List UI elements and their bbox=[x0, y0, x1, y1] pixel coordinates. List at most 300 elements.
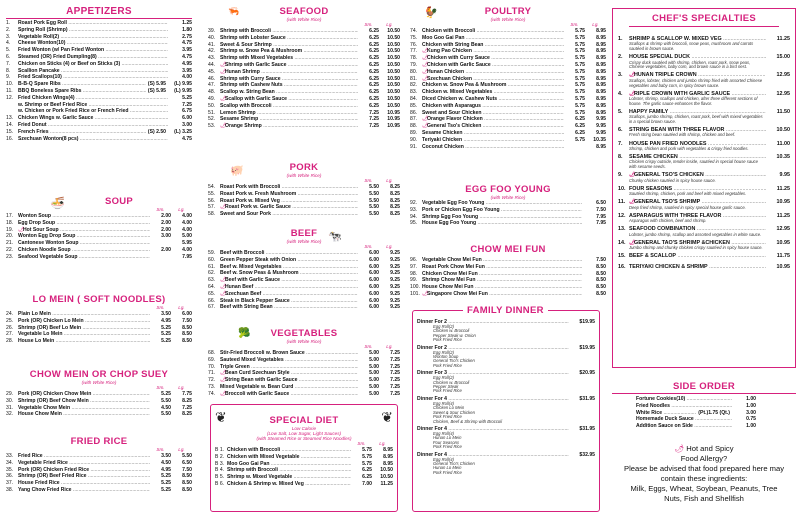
item-number: 74. bbox=[208, 390, 216, 397]
item-name: Fried Scallops(10) ..... bbox=[18, 74, 168, 81]
item-name: Fried Noodles ..... bbox=[636, 403, 732, 410]
item-number: B 6. bbox=[215, 480, 225, 487]
item-number: 62. bbox=[208, 270, 216, 277]
item-price-large: 11.25 bbox=[380, 480, 393, 487]
item-price-small: 4.95 bbox=[161, 466, 171, 473]
seafood-section bbox=[208, 6, 400, 130]
menu-item bbox=[410, 76, 606, 83]
pepper-icon: 🌶 bbox=[422, 55, 429, 62]
item-price-large: 10.50 bbox=[387, 102, 400, 109]
item-name: GENERAL TSO'S SHRIMP ..... bbox=[634, 199, 766, 205]
item-price-small: 6.25 bbox=[369, 75, 379, 82]
item-name: Addition Sauce on Side ..... bbox=[636, 423, 732, 430]
item-price-small: 6.25 bbox=[369, 48, 379, 55]
item-number: 79. bbox=[410, 61, 418, 68]
item-price-large: 8.95 bbox=[596, 28, 606, 34]
chefs-title: CHEF'S SPECIALTIES bbox=[651, 13, 757, 24]
poultry-title: POULTRY bbox=[484, 6, 532, 17]
item-number: 29. bbox=[6, 391, 14, 397]
menu-item bbox=[636, 410, 756, 417]
menu-item bbox=[208, 377, 400, 384]
menu-item bbox=[6, 136, 192, 143]
item-price-small: 7.25 bbox=[369, 116, 379, 123]
item-name: Green Pepper Steak with Onion ..... bbox=[220, 257, 358, 264]
lomein-list bbox=[6, 311, 192, 345]
item-price: 9.95 bbox=[779, 172, 790, 179]
item-name: Shrimp with Mixed Vegetables ..... bbox=[220, 55, 358, 62]
menu-item bbox=[410, 137, 606, 144]
item-price-large: 8.25 bbox=[390, 190, 400, 197]
item-price-large: 10.50 bbox=[387, 48, 400, 55]
item-price-large: 6.00 bbox=[182, 311, 192, 317]
item-number: 9. bbox=[6, 74, 11, 81]
item-name: SESAME CHICKEN ..... bbox=[629, 154, 766, 160]
item-price: 5.25 bbox=[182, 94, 192, 101]
pepper-icon: 🌶 bbox=[422, 290, 429, 297]
item-price-large: 7.50 bbox=[182, 466, 192, 473]
item-number: 90. bbox=[410, 136, 418, 143]
item-price-small: 6.00 bbox=[369, 277, 379, 284]
pork-title: PORK bbox=[289, 162, 319, 173]
item-price-small: 6.25 bbox=[369, 28, 379, 34]
item-price-large: 10.95 bbox=[387, 123, 400, 130]
item-description: Shrimp, chicken and pork with vegetables & crispy fried noodles. bbox=[629, 145, 749, 151]
item-price-small: 4.50 bbox=[161, 404, 171, 411]
item-name: Coconut Chicken ..... bbox=[422, 144, 564, 151]
menu-item bbox=[215, 454, 393, 461]
item-price-large: 8.95 bbox=[596, 82, 606, 89]
menu-item bbox=[410, 271, 606, 278]
item-name: Chicken with Mixed Vegetable ..... bbox=[227, 454, 351, 461]
size-header: Sm. Lg. bbox=[364, 178, 393, 183]
item-price-large: 10.95 bbox=[387, 109, 400, 116]
item-price-small: 6.00 bbox=[369, 263, 379, 270]
item-price-large: 8.25 bbox=[182, 397, 192, 404]
item-price-large: 10.50 bbox=[387, 75, 400, 82]
item-price-small: 5.25 bbox=[161, 391, 171, 397]
chowmeifun-list bbox=[410, 257, 606, 298]
menu-item bbox=[410, 89, 606, 96]
item-price-large: 8.95 bbox=[596, 41, 606, 48]
item-price: 3.00 bbox=[746, 409, 756, 416]
soup-bowl-icon: 🍜 bbox=[50, 196, 65, 210]
item-number: 26. bbox=[6, 324, 14, 331]
item-price-large: 7.25 bbox=[390, 356, 400, 363]
item-price: 4.00 bbox=[182, 74, 192, 81]
item-price-small: 5.75 bbox=[575, 34, 585, 41]
allergy-notice bbox=[612, 444, 796, 504]
item-price-small: 3.00 bbox=[161, 233, 171, 240]
item-number: 19. bbox=[6, 226, 14, 233]
item-price-small: 5.25 bbox=[161, 331, 171, 338]
menu-item bbox=[208, 89, 400, 96]
item-description: Chunky chicken sautéed in spicy house sauce. bbox=[629, 177, 716, 183]
item-price: 6.00 bbox=[182, 115, 192, 122]
menu-item bbox=[410, 130, 606, 137]
menu-item bbox=[208, 35, 400, 42]
item-description: Scallops & shrimp with broccoli, snow peas, mushroom and carrots sautéed in brown sauce. bbox=[629, 41, 754, 52]
item-name: GENERAL TSO'S CHICKEN ..... bbox=[634, 172, 766, 178]
item-name: Szechuan Beef ..... bbox=[225, 291, 358, 298]
dinner-price: $19.95 bbox=[579, 344, 595, 351]
item-description: Scallops, lobster, chicken and jumbo shrimp fried with assorted Chinese vegetables and baby corn, in spicy brown sauce. bbox=[629, 77, 763, 88]
menu-item bbox=[6, 88, 192, 95]
item-name: Scallion Pancake ..... bbox=[18, 68, 168, 75]
item-price-large: 9.25 bbox=[390, 297, 400, 304]
item-price-small: 6.25 bbox=[369, 89, 379, 96]
item-price: 11.00 bbox=[776, 140, 790, 147]
size-header: Sm. Lg. bbox=[156, 447, 185, 452]
item-name: Chicken with Broccoli ..... bbox=[422, 28, 564, 35]
item-price: (L) 9.95 bbox=[174, 87, 192, 94]
appetizers-title: APPETIZERS bbox=[66, 6, 132, 17]
item-name: Roast Pork with Broccoli ..... bbox=[220, 184, 358, 191]
vegetables-title: VEGETABLES bbox=[270, 328, 338, 339]
item-price-small: 5.75 bbox=[575, 102, 585, 109]
menu-item bbox=[410, 264, 606, 271]
item-price: 10.50 bbox=[776, 127, 790, 134]
item-number: 6. bbox=[618, 127, 623, 134]
item-number: 76. bbox=[410, 41, 418, 48]
item-number: 8. bbox=[618, 154, 623, 161]
item-name: Teriyaki Chicken ..... bbox=[422, 137, 564, 144]
menu-item bbox=[6, 247, 192, 254]
size-header: Sm. Lg. bbox=[156, 207, 185, 212]
item-number: 41. bbox=[208, 41, 216, 48]
item-name: TERIYAKI CHICKEN & SHRIMP ..... bbox=[629, 264, 766, 270]
item-price-large: 7.25 bbox=[390, 377, 400, 384]
item-number: 6. bbox=[6, 53, 11, 60]
item-name: STRING BEAN WITH THREE FLAVOR ..... bbox=[629, 127, 766, 133]
dinner-description: Pork Fried Rice bbox=[433, 444, 462, 450]
beef-list bbox=[208, 250, 400, 311]
item-description: Jumbo shrimp and chunky chicken crispy sautéed in spicy house sauce. bbox=[629, 245, 763, 251]
menu-item bbox=[208, 198, 400, 205]
item-number: 74. bbox=[410, 28, 418, 34]
item-number: 7. bbox=[6, 60, 11, 67]
size-header: Sm. Lg. bbox=[570, 22, 599, 27]
item-number: 58. bbox=[208, 211, 216, 218]
item-number: 91. bbox=[410, 143, 418, 150]
item-number: B 4. bbox=[215, 467, 225, 474]
item-name: Steamed (OR) Fried Dumpling(8) ..... bbox=[18, 54, 168, 61]
item-description: Lobster, jumbo shrimp, scallop and assorted vegetables in white sauce. bbox=[629, 231, 762, 237]
item-number: 17. bbox=[6, 213, 14, 219]
item-price-small: 5.00 bbox=[369, 390, 379, 397]
menu-item bbox=[6, 480, 192, 487]
dinner-price: $32.95 bbox=[579, 451, 595, 458]
item-number: 27. bbox=[6, 331, 14, 338]
vegetables-subtitle: (with White Rice) bbox=[286, 339, 322, 344]
item-name: Sesame Chicken ..... bbox=[422, 130, 564, 137]
menu-item bbox=[6, 411, 192, 418]
item-number: 96. bbox=[410, 257, 418, 263]
item-number: 18. bbox=[6, 219, 14, 226]
item-price-large: 8.95 bbox=[383, 447, 393, 453]
item-price: 7.50 bbox=[596, 257, 606, 263]
item-price-small: 5.75 bbox=[575, 95, 585, 102]
item-number: 23. bbox=[6, 253, 14, 260]
menu-item bbox=[6, 473, 192, 480]
menu-item bbox=[410, 291, 606, 298]
item-price-small: 7.25 bbox=[369, 109, 379, 116]
item-number: B 2. bbox=[215, 453, 225, 460]
item-price-large: 8.25 bbox=[390, 204, 400, 211]
dinner-name: Dinner For 4 ..... bbox=[417, 426, 569, 432]
menu-item bbox=[410, 110, 606, 117]
item-price-small: 5.25 bbox=[161, 473, 171, 480]
item-number: 32. bbox=[6, 411, 14, 418]
item-name: HOUSE PAN FRIED NOODLES ..... bbox=[629, 141, 766, 147]
item-name: Pork (OR) Chicken Chow Mein ..... bbox=[18, 391, 150, 398]
dinner-price: $31.95 bbox=[579, 425, 595, 432]
item-price-small: 5.50 bbox=[369, 204, 379, 211]
item-name: HOUSE SPECIAL DUCK ..... bbox=[629, 54, 766, 60]
item-number: 71. bbox=[208, 370, 216, 377]
dinner-price: $19.95 bbox=[579, 319, 595, 325]
item-number: 8. bbox=[6, 67, 11, 74]
item-name: Chicken with Broccoli ..... bbox=[227, 447, 351, 454]
column-3 bbox=[410, 0, 606, 517]
item-name: Homemade Duck Sauce ..... bbox=[636, 416, 732, 423]
beef-subtitle: (with White Rice) bbox=[286, 239, 322, 244]
item-price-large: 4.00 bbox=[182, 213, 192, 219]
pig-icon: 🐖 bbox=[230, 165, 244, 177]
item-price-large: 9.95 bbox=[596, 123, 606, 130]
cow-icon: 🐄 bbox=[328, 231, 342, 243]
item-price: 1.80 bbox=[182, 26, 192, 33]
item-name: Hot Sour Soup ..... bbox=[23, 227, 150, 234]
eggfoo-subtitle: (with White Rice) bbox=[490, 195, 526, 200]
item-price-small: 6.25 bbox=[575, 129, 585, 136]
item-number: 83. bbox=[410, 89, 418, 96]
item-name: Cantonese Wonton Soup ..... bbox=[18, 240, 150, 247]
item-price: 11.75 bbox=[776, 253, 790, 260]
item-number: 59. bbox=[208, 250, 216, 256]
item-name: Fried Rice ..... bbox=[18, 453, 150, 460]
item-name: Vegetable Lo Mein ..... bbox=[18, 331, 150, 338]
chefs-specialties-box bbox=[612, 8, 796, 368]
item-number: 10. bbox=[618, 185, 626, 192]
item-number: 92. bbox=[410, 200, 418, 206]
menu-item bbox=[6, 467, 192, 474]
item-number: 33. bbox=[6, 453, 14, 459]
item-price-small: 6.25 bbox=[575, 116, 585, 123]
menu-item bbox=[208, 364, 400, 371]
item-name: Vegetable Egg Foo Young ..... bbox=[422, 200, 582, 207]
menu-item bbox=[208, 270, 400, 277]
item-number: 16. bbox=[6, 135, 14, 142]
item-number: 84. bbox=[410, 95, 418, 102]
menu-item bbox=[6, 398, 192, 405]
chowmein-subtitle: (with White Rice) bbox=[81, 380, 117, 385]
menu-item bbox=[6, 81, 192, 88]
item-name: Shrimp with Lobster Sauce ..... bbox=[220, 35, 358, 42]
item-name: Vegetable Chow Mein ..... bbox=[18, 405, 150, 412]
item-price-large: 9.25 bbox=[390, 290, 400, 297]
item-price-large: 9.25 bbox=[390, 270, 400, 277]
item-name: Beef with Garlic Sauce ..... bbox=[225, 277, 358, 284]
item-number: 70. bbox=[208, 363, 216, 370]
item-price: 1.25 bbox=[182, 20, 192, 26]
wings-left-icon: ❦ bbox=[215, 409, 227, 425]
menu-item bbox=[6, 233, 192, 240]
pepper-icon: 🌶 bbox=[220, 277, 227, 284]
menu-item bbox=[208, 370, 400, 377]
item-number: 36. bbox=[6, 473, 14, 480]
item-name: Seafood Vegetable Soup ..... bbox=[18, 254, 150, 261]
item-name: Cheese Wonton(10) ..... bbox=[18, 40, 168, 47]
allergy-line-3: Milk, Eggs, Wheat, Soybean, Peanuts, Tree bbox=[630, 484, 778, 493]
item-number: 39. bbox=[208, 28, 216, 34]
item-price-large: 8.95 bbox=[596, 95, 606, 102]
item-number: 14. bbox=[6, 121, 14, 128]
item-price-small: 3.50 bbox=[161, 311, 171, 317]
menu-item bbox=[6, 54, 192, 61]
item-number: 11. bbox=[618, 199, 626, 206]
item-price-small: 5.25 bbox=[161, 338, 171, 345]
item-name: Chicken on Sticks (4) or Beef on Sticks (3) ..... bbox=[18, 61, 168, 68]
item-name: SHRIMP & SCALLOP W. MIXED VEG ..... bbox=[629, 36, 766, 42]
seafood-list bbox=[208, 28, 400, 130]
item-price-large: 7.25 bbox=[390, 390, 400, 397]
item-name: Chicken with Curry Sauce ..... bbox=[427, 55, 564, 62]
item-price-large: 8.95 bbox=[596, 143, 606, 150]
item-price-small: 6.25 bbox=[369, 102, 379, 109]
item-price-small: 5.50 bbox=[369, 197, 379, 204]
menu-item bbox=[6, 220, 192, 227]
pepper-icon: 🌶 bbox=[422, 68, 429, 75]
menu-item bbox=[208, 123, 400, 130]
item-number: 46. bbox=[208, 75, 216, 82]
item-price-small: 6.00 bbox=[369, 256, 379, 263]
pepper-icon: 🌶 bbox=[220, 370, 227, 377]
item-number: 68. bbox=[208, 350, 216, 356]
item-price-large: 8.95 bbox=[596, 61, 606, 68]
item-price-large: 8.95 bbox=[383, 460, 393, 467]
item-price-large: 10.50 bbox=[380, 467, 393, 474]
pepper-icon: 🌶 bbox=[629, 172, 636, 179]
item-number: 1. bbox=[6, 20, 11, 26]
item-price: 12.95 bbox=[776, 226, 790, 233]
item-price-large: 8.50 bbox=[182, 480, 192, 487]
item-price: 8.50 bbox=[596, 277, 606, 284]
menu-item bbox=[208, 284, 400, 291]
item-name: French Fries ..... bbox=[18, 129, 146, 136]
item-number: 3. bbox=[618, 72, 623, 79]
item-price-small: 5.00 bbox=[369, 363, 379, 370]
dinner-description: Hunan Lo Mein bbox=[433, 435, 462, 441]
chicken-icon: 🐓 bbox=[424, 7, 438, 19]
item-price: 4.75 bbox=[182, 53, 192, 60]
item-price: 7.50 bbox=[596, 206, 606, 213]
hot-legend-text: Hot and Spicy bbox=[686, 444, 734, 453]
item-price-large: 5.95 bbox=[182, 240, 192, 247]
item-name: Lemon Shrimp ..... bbox=[220, 110, 358, 117]
item-name: Kung Pao Chicken ..... bbox=[427, 48, 564, 55]
item-name: Spring Roll (Shrimp) ..... bbox=[18, 27, 168, 34]
item-price-small: 5.75 bbox=[362, 460, 372, 467]
dinner-price: $31.95 bbox=[579, 395, 595, 402]
item-number: 75. bbox=[410, 34, 418, 41]
item-price-large: 9.25 bbox=[390, 277, 400, 284]
item-price-small: (S) 5.95 bbox=[147, 81, 166, 88]
menu-item bbox=[6, 129, 192, 136]
item-price: 1.00 bbox=[746, 396, 756, 402]
diet-title: SPECIAL DIET bbox=[269, 415, 339, 426]
item-price-small: 2.00 bbox=[161, 226, 171, 233]
eggfoo-list bbox=[410, 200, 606, 227]
divider bbox=[629, 26, 779, 27]
item-price-small: 6.00 bbox=[369, 270, 379, 277]
item-price-small: 5.75 bbox=[575, 55, 585, 62]
item-number: 87. bbox=[410, 116, 418, 123]
pepper-icon: 🌶 bbox=[674, 444, 685, 453]
friedrice-list bbox=[6, 453, 192, 494]
item-name: Roast Pork Egg Roll ..... bbox=[18, 20, 168, 27]
dinner-name: Dinner For 2 ..... bbox=[417, 345, 569, 351]
item-price-small: 5.75 bbox=[575, 89, 585, 96]
menu-item bbox=[6, 20, 192, 27]
item-name: Chicken Wings w. Garlic Sauce ..... bbox=[18, 115, 168, 122]
item-name: White Rice ..... bbox=[636, 410, 696, 417]
item-price-large: 8.95 bbox=[596, 75, 606, 82]
menu-item bbox=[215, 461, 393, 468]
item-name: Fried Chicken Wings(4) ..... bbox=[18, 95, 168, 102]
item-number: 53. bbox=[208, 123, 216, 130]
side-list bbox=[612, 396, 796, 430]
item-price: 7.95 bbox=[596, 220, 606, 227]
pepper-icon: 🌶 bbox=[422, 48, 429, 55]
item-price-large: 4.00 bbox=[182, 246, 192, 253]
side-order-section bbox=[612, 381, 796, 430]
item-number: 94. bbox=[410, 213, 418, 220]
item-price-large: 7.25 bbox=[182, 404, 192, 411]
menu-item bbox=[410, 257, 606, 264]
menu-item bbox=[208, 277, 400, 284]
item-description: Fresh string bean sautéed with shrimp, chicken and beef. bbox=[629, 132, 736, 138]
eggfoo-section bbox=[410, 184, 606, 227]
item-description: Sautéed shrimp, chicken, pork and beef with mixed vegetables. bbox=[629, 191, 747, 197]
item-name: Shrimp Chow Mei Fun ..... bbox=[422, 277, 582, 284]
item-price-small: 5.00 bbox=[369, 377, 379, 384]
dinner-description: Four Seasons bbox=[433, 439, 460, 445]
dinner-description: Pork Fried Rice bbox=[433, 414, 462, 420]
item-number: 93. bbox=[410, 206, 418, 213]
item-name: Diced Chicken w. Cashew Nuts ..... bbox=[422, 96, 564, 103]
menu-item bbox=[636, 396, 756, 403]
item-price-small: 6.25 bbox=[369, 34, 379, 41]
item-price-small: 6.25 bbox=[369, 55, 379, 62]
item-price-small: 5.75 bbox=[575, 68, 585, 75]
item-price-large: 8.95 bbox=[596, 102, 606, 109]
item-number: 86. bbox=[410, 109, 418, 116]
item-name: Shrimp w. Snow Pea & Mushroom ..... bbox=[220, 48, 358, 55]
item-name: Szechuan Wonton(8 pcs) ..... bbox=[18, 136, 168, 143]
item-name: Scallop with Garlic Sauce ..... bbox=[225, 96, 358, 103]
item-price-small: 5.75 bbox=[575, 75, 585, 82]
item-name: Chicken with Asparagus ..... bbox=[422, 103, 564, 110]
item-price: 11.50 bbox=[776, 108, 790, 115]
item-name: Beef with Broccoli ..... bbox=[220, 250, 358, 257]
item-price-large: 9.25 bbox=[390, 304, 400, 311]
item-number: B 5. bbox=[215, 474, 225, 481]
menu-item bbox=[6, 115, 192, 122]
allergy-heading: Food Allergy? bbox=[680, 454, 728, 463]
menu-item bbox=[6, 122, 192, 129]
menu-item bbox=[208, 184, 400, 191]
item-number: 42. bbox=[208, 48, 216, 55]
